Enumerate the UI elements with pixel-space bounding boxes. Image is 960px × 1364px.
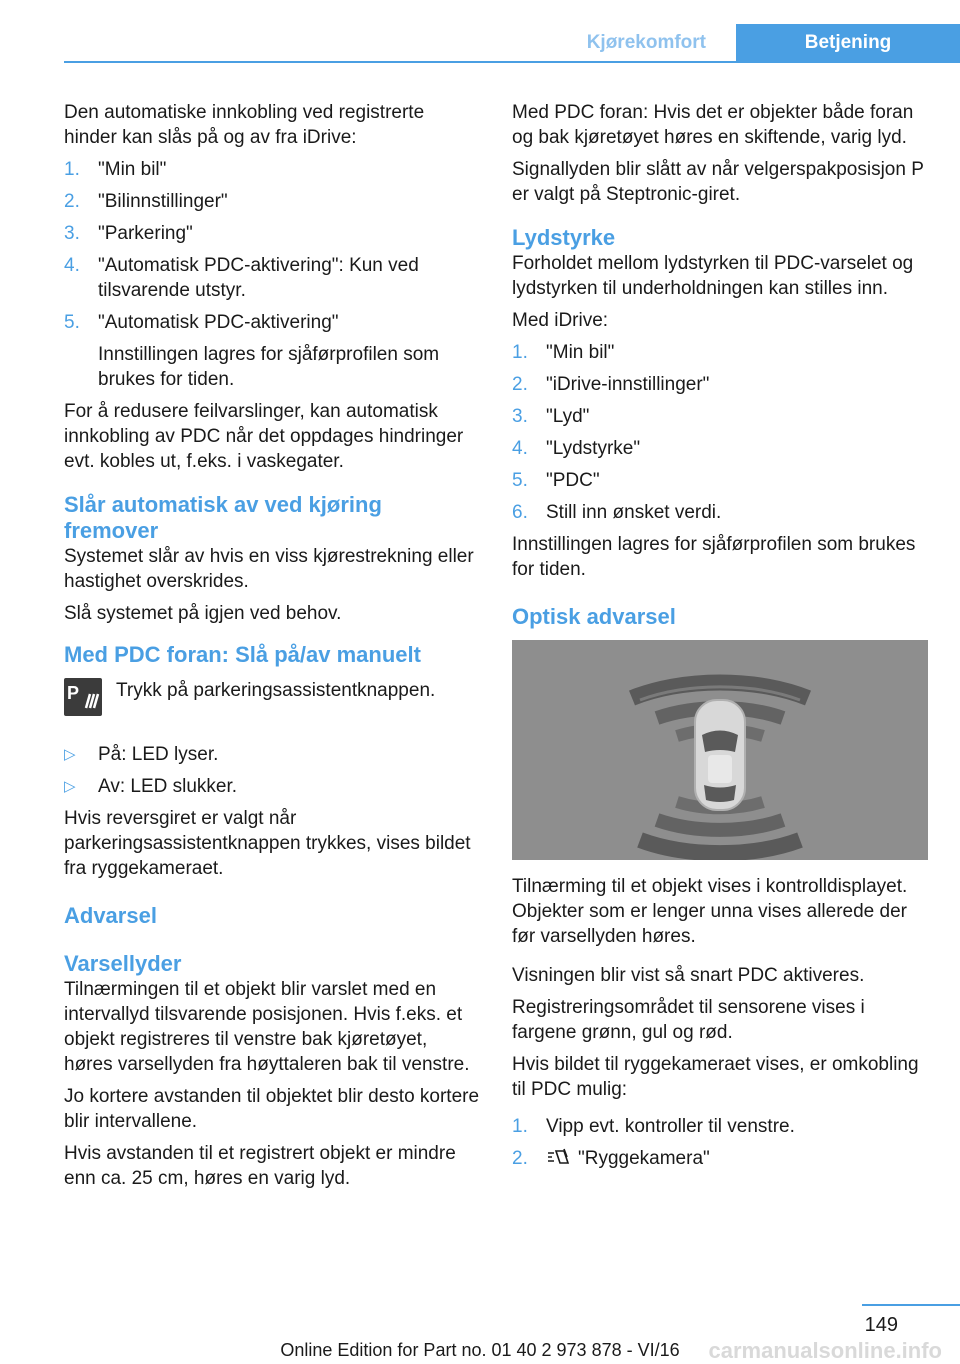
left-column [64, 100, 480, 1198]
list-item: 2. "iDrive-innstillinger" [512, 374, 710, 395]
page-number: 149 [864, 1314, 898, 1336]
list-item: 1. Vipp evt. kontroller til venstre. [512, 1116, 795, 1137]
list-item: 6. Still inn ønsket verdi. [512, 502, 722, 523]
section-heading: Slår automatisk av ved kjøring fremover [64, 492, 382, 543]
list-item: 5. "PDC" [512, 470, 600, 491]
edition-line: Online Edition for Part no. 01 40 2 973 878 - VI/16 [280, 1340, 680, 1360]
list-item: 1. "Min bil" [64, 159, 167, 180]
pdc-display-figure [512, 640, 928, 860]
step-note: Innstillingen lagres for sjåførprofilen som brukes for tiden. [98, 344, 440, 390]
list-item: 2. "Bilinnstillinger" [64, 191, 228, 212]
rear-camera-icon [546, 1147, 570, 1167]
paragraph: Registreringsområdet til sensorene vises i fargene grønn, gul og rød. [512, 997, 865, 1043]
header-chapter-tab[interactable]: Betjening [736, 24, 960, 62]
section-heading: Lydstyrke [512, 225, 616, 250]
right-column [512, 100, 928, 1178]
list-item: 3. "Lyd" [512, 406, 590, 427]
paragraph: Hvis bildet til ryggekameraet vises, er omkobling til PDC mulig: [512, 1054, 919, 1100]
paragraph: Innstillingen lagres for sjåførprofilen som brukes for tiden. [512, 534, 916, 580]
subsection-heading: Varsellyder [64, 951, 182, 976]
list-item: 4. "Lydstyrke" [512, 438, 641, 459]
paragraph: Systemet slår av hvis en viss kjørestrekning eller hastighet overskrides. [64, 546, 474, 592]
paragraph: For å redusere feilvarslinger, kan automatisk innkobling av PDC når det oppdages hindringer evt. kobles ut, f.eks. i vaskegater. [64, 401, 464, 472]
section-heading: Optisk advarsel [512, 604, 676, 629]
list-item: 5. "Automatisk PDC-aktivering" Innstillingen lagres for sjåførprofilen som brukes for tiden. [64, 310, 480, 392]
paragraph: Tilnærming til et objekt vises i kontrolldisplayet. Objekter som er lenger unna vises allerede der før varsellyden høres. [512, 876, 908, 947]
paragraph: Jo kortere avstanden til objektet blir desto kortere blir intervallene. [64, 1086, 480, 1132]
volume-steps-list [512, 340, 928, 525]
led-status-list [64, 742, 480, 799]
intro-paragraph: Den automatiske innkobling ved registrerte hinder kan slås på og av fra iDrive: [64, 102, 425, 148]
paragraph: Tilnærmingen til et objekt blir varslet med en intervallyd tilsvarende posisjonen. Hvis f.eks. et objekt registreres til venstre bak kjøretøyet, høres varsellyden fra høyttaleren bak til venstre. [64, 979, 470, 1075]
section-heading: Med PDC foran: Slå på/av manuelt [64, 642, 421, 667]
list-item: 4. "Automatisk PDC-aktivering": Kun ved tilsvarende utstyr. [64, 255, 419, 301]
paragraph: Slå systemet på igjen ved behov. [64, 603, 342, 624]
list-item: 1. "Min bil" [512, 342, 615, 363]
header-rule [64, 61, 960, 63]
paragraph: Hvis avstanden til et registrert objekt er mindre enn ca. 25 cm, høres en varig lyd. [64, 1143, 456, 1189]
parking-assistant-button-icon: P [64, 678, 102, 716]
paragraph: Med PDC foran: Hvis det er objekter både foran og bak kjøretøyet høres en skiftende, varig lyd. [512, 102, 914, 148]
paragraph: Med iDrive: [512, 310, 609, 331]
press-instruction [64, 678, 480, 716]
triangle-right-icon: ▷ [64, 778, 76, 795]
camera-steps-list [512, 1114, 928, 1171]
paragraph: Visningen blir vist så snart PDC aktiveres. [512, 965, 865, 986]
header-section-tab[interactable]: Kjørekomfort [586, 31, 706, 53]
paragraph: Hvis reversgiret er valgt når parkeringsassistentknappen trykkes, vises bildet fra ryggekameraet. [64, 808, 471, 879]
triangle-right-icon: ▷ [64, 746, 76, 763]
watermark: carmanualsonline.info [708, 1338, 942, 1363]
list-item: 3. "Parkering" [64, 223, 193, 244]
press-text: Trykk på parkeringsassistentknappen. [116, 680, 436, 701]
list-item: ▷ Av: LED slukker. [64, 776, 238, 797]
section-heading: Advarsel [64, 903, 157, 928]
list-item: ▷ På: LED lyser. [64, 744, 219, 765]
list-item: 2. "Ryggekamera" [512, 1148, 710, 1169]
footer-rule [862, 1304, 960, 1306]
paragraph: Signallyden blir slått av når velgerspakposisjon P er valgt på Steptronic-giret. [512, 159, 924, 205]
idrive-steps-list [64, 157, 480, 392]
paragraph: Forholdet mellom lydstyrken til PDC-varselet og lydstyrken til underholdningen kan stilles inn. [512, 253, 914, 299]
